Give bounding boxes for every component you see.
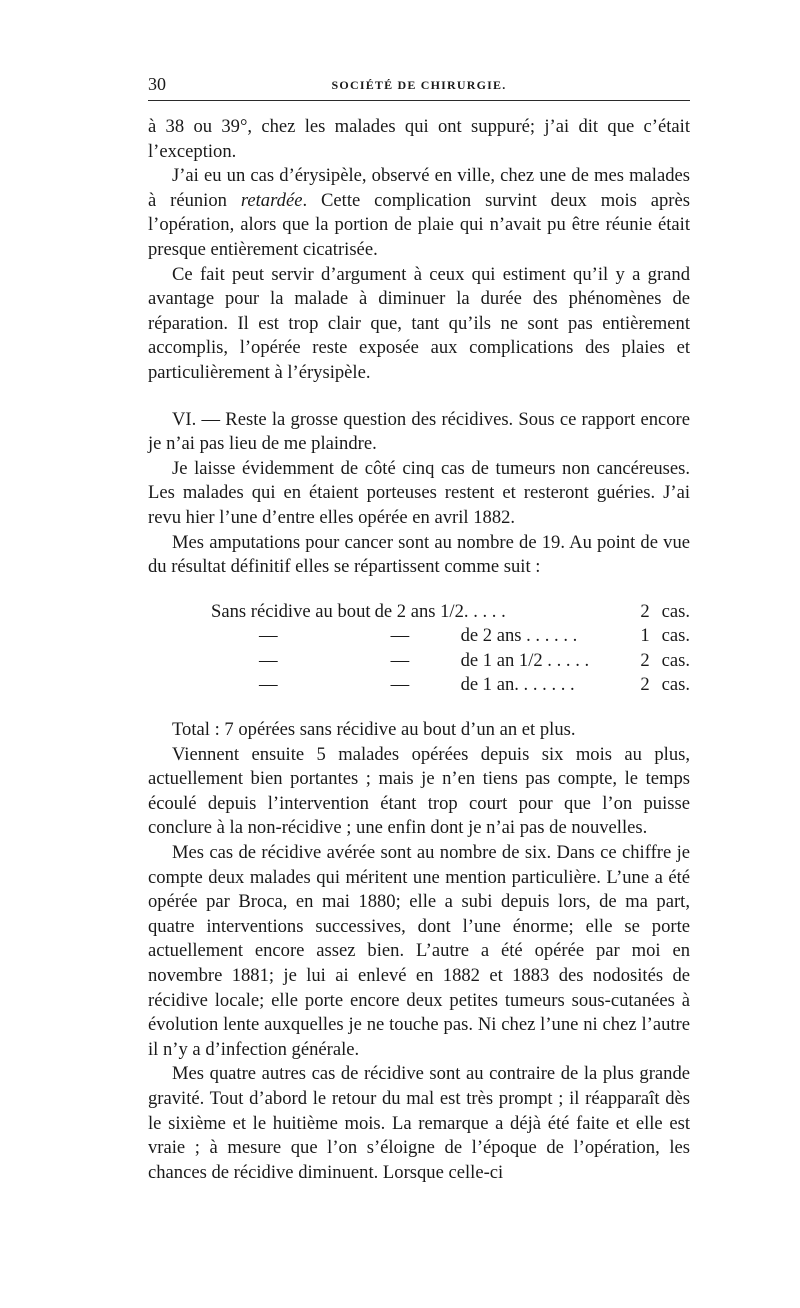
table-row bbox=[211, 624, 690, 649]
row-detail: de 2 ans 1/2. . . . . bbox=[374, 600, 506, 622]
row-detail: de 1 an. . . . . . . bbox=[460, 674, 575, 696]
ditto-dash: — bbox=[259, 674, 278, 696]
paragraph-text: . Cette complication survint deux mois après l’opération, alors que la portion de plaie qui n’avait pu être réunie était presque entièrement cicatrisée. bbox=[148, 189, 690, 260]
row-unit: cas. bbox=[661, 649, 690, 671]
paragraph: Viennent ensuite 5 malades opérées depuis six mois au plus, actuellement bien portantes ; mais je n’en tiens pas compte, le temps écoulé depuis l’intervention étant trop court pour que l’on puisse conclure à la non-récidive ; une enfin dont je n’ai pas de nouvelles. bbox=[148, 743, 690, 839]
section-heading-paragraph: VI. — Reste la grosse question des récidives. Sous ce rapport encore je n’ai pas lieu de me plaindre. bbox=[148, 408, 690, 455]
table-row bbox=[211, 600, 690, 625]
ditto-dash: — bbox=[390, 649, 410, 671]
table-row bbox=[211, 649, 690, 674]
ditto-dash: — bbox=[259, 625, 278, 647]
paragraph-text: J’ai eu un cas d’érysipèle, observé en ville, chez une de mes malades à réunion bbox=[148, 165, 690, 211]
row-unit: cas. bbox=[661, 600, 690, 622]
row-label: Sans récidive au bout bbox=[211, 600, 371, 622]
ditto-dash: — bbox=[390, 625, 410, 647]
paragraph: Mes cas de récidive avérée sont au nombre de six. Dans ce chiffre je compte deux malades qui méritent une mention particulière. L’une a été opérée par Broca, en mai 1880; elle a subi depuis lors, de ma part, quatre interventions successives, dont l’une énorme; elle se porte actuellement encore assez bien. L’autre a été opérée par moi en novembre 1881; je lui ai enlevé en 1882 et 1883 des nodosités de récidive locale; elle porte encore deux petites tumeurs sous-cutanées à évolution lente auxquelles je ne touche pas. Ni chez l’une ni chez l’autre il n’y a d’infection générale. bbox=[148, 842, 690, 1060]
journal-title: SOCIÉTÉ DE CHIRURGIE. bbox=[331, 78, 507, 92]
italic-term: retardée bbox=[240, 189, 303, 211]
page-number: 30 bbox=[148, 74, 166, 94]
row-count: 1 bbox=[640, 625, 650, 647]
row-detail: de 1 an 1/2 . . . . . bbox=[460, 649, 590, 671]
row-unit: cas. bbox=[661, 674, 690, 696]
paragraph: Je laisse évidemment de côté cinq cas de tumeurs non cancéreuses. Les malades qui en étaient porteuses restent et resteront guéries. J’ai revu hier l’une d’entre elles opérée en avril 1882. bbox=[148, 457, 690, 528]
running-head bbox=[148, 74, 690, 101]
paragraph: à 38 ou 39°, chez les malades qui ont suppuré; j’ai dit que c’était l’exception. bbox=[148, 116, 690, 162]
ditto-dash: — bbox=[390, 674, 410, 696]
row-unit: cas. bbox=[661, 625, 690, 647]
paragraph bbox=[148, 164, 690, 262]
paragraph: Mes quatre autres cas de récidive sont au contraire de la plus grande gravité. Tout d’abord le retour du mal est très prompt ; il réapparaît dès le sixième et le huitième mois. La remarque a déjà été faite et elle est vraie ; à mesure que l’on s’éloigne de l’époque de l’opération, les chances de récidive diminuent. Lorsque celle-ci bbox=[148, 1063, 690, 1183]
row-detail: de 2 ans . . . . . . bbox=[460, 625, 578, 647]
row-count: 2 bbox=[640, 649, 650, 671]
row-count: 2 bbox=[640, 674, 650, 696]
table-row bbox=[211, 673, 690, 698]
total-line: Total : 7 opérées sans récidive au bout d’un an et plus. bbox=[172, 719, 576, 741]
ditto-dash: — bbox=[259, 649, 278, 671]
recurrence-table bbox=[211, 600, 690, 698]
paragraph: Ce fait peut servir d’argument à ceux qui estiment qu’il y a grand avantage pour la malade à diminuer la durée des phénomènes de réparation. Il est trop clair que, tant qu’ils ne sont pas entièrement accomplis, l’opérée reste exposée aux complications des plaies et particulièrement à l’érysipèle. bbox=[148, 263, 690, 383]
book-page bbox=[148, 74, 690, 1185]
row-count: 2 bbox=[640, 600, 650, 622]
paragraph: Mes amputations pour cancer sont au nombre de 19. Au point de vue du résultat définitif elles se répartissent comme suit : bbox=[148, 531, 690, 578]
page-body bbox=[148, 115, 690, 1185]
